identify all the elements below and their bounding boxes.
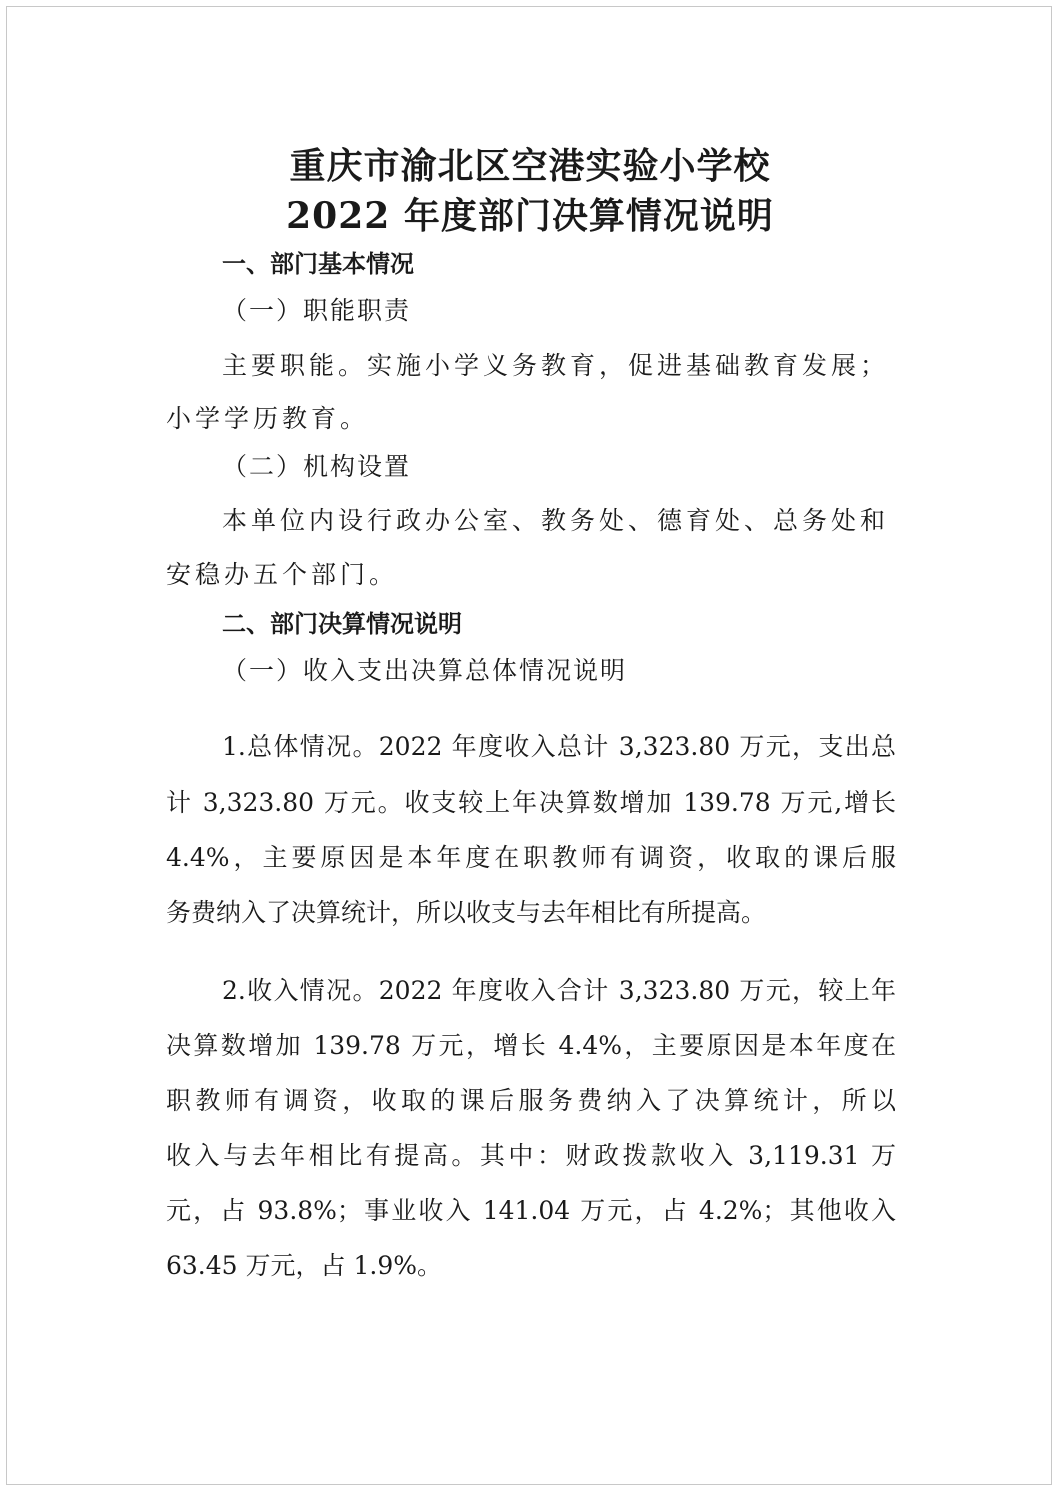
paragraph-line: 收入与去年相比有提高。其中：财政拨款收入 3,119.31 万	[166, 1141, 896, 1170]
document-subtitle: 2022 年度部门决算情况说明	[286, 195, 774, 237]
paragraph-line: 计 3,323.80 万元。收支较上年决算数增加 139.78 万元,增长	[166, 788, 896, 817]
paragraph-line: 63.45 万元，占 1.9%。	[166, 1251, 442, 1280]
paragraph-line: 务费纳入了决算统计，所以收支与去年相比有所提高。	[166, 898, 767, 927]
subheading-overall: （一）收入支出决算总体情况说明	[222, 656, 628, 685]
paragraph-line: 4.4%，主要原因是本年度在职教师有调资，收取的课后服	[166, 843, 896, 872]
subheading-organization: （二）机构设置	[222, 452, 412, 481]
paragraph-line: 决算数增加 139.78 万元，增长 4.4%，主要原因是本年度在	[166, 1031, 896, 1060]
paragraph-line: 安稳办五个部门。	[166, 560, 399, 589]
paragraph-line: 本单位内设行政办公室、教务处、德育处、总务处和	[222, 506, 890, 535]
paragraph-line: 小学学历教育。	[166, 404, 370, 433]
paragraph-line: 元，占 93.8%；事业收入 141.04 万元，占 4.2%；其他收入	[166, 1196, 896, 1225]
section-heading-final-accounts: 二、部门决算情况说明	[222, 610, 462, 638]
subheading-functions: （一）职能职责	[222, 296, 412, 325]
paragraph-line: 主要职能。实施小学义务教育，促进基础教育发展；	[222, 351, 890, 380]
paragraph-line: 2.收入情况。2022 年度收入合计 3,323.80 万元，较上年	[222, 976, 896, 1005]
document-title: 重庆市渝北区空港实验小学校	[289, 145, 771, 187]
paragraph-line: 1.总体情况。2022 年度收入总计 3,323.80 万元，支出总	[222, 732, 896, 761]
paragraph-line: 职教师有调资，收取的课后服务费纳入了决算统计，所以	[166, 1086, 896, 1115]
section-heading-basic-info: 一、部门基本情况	[222, 250, 414, 278]
